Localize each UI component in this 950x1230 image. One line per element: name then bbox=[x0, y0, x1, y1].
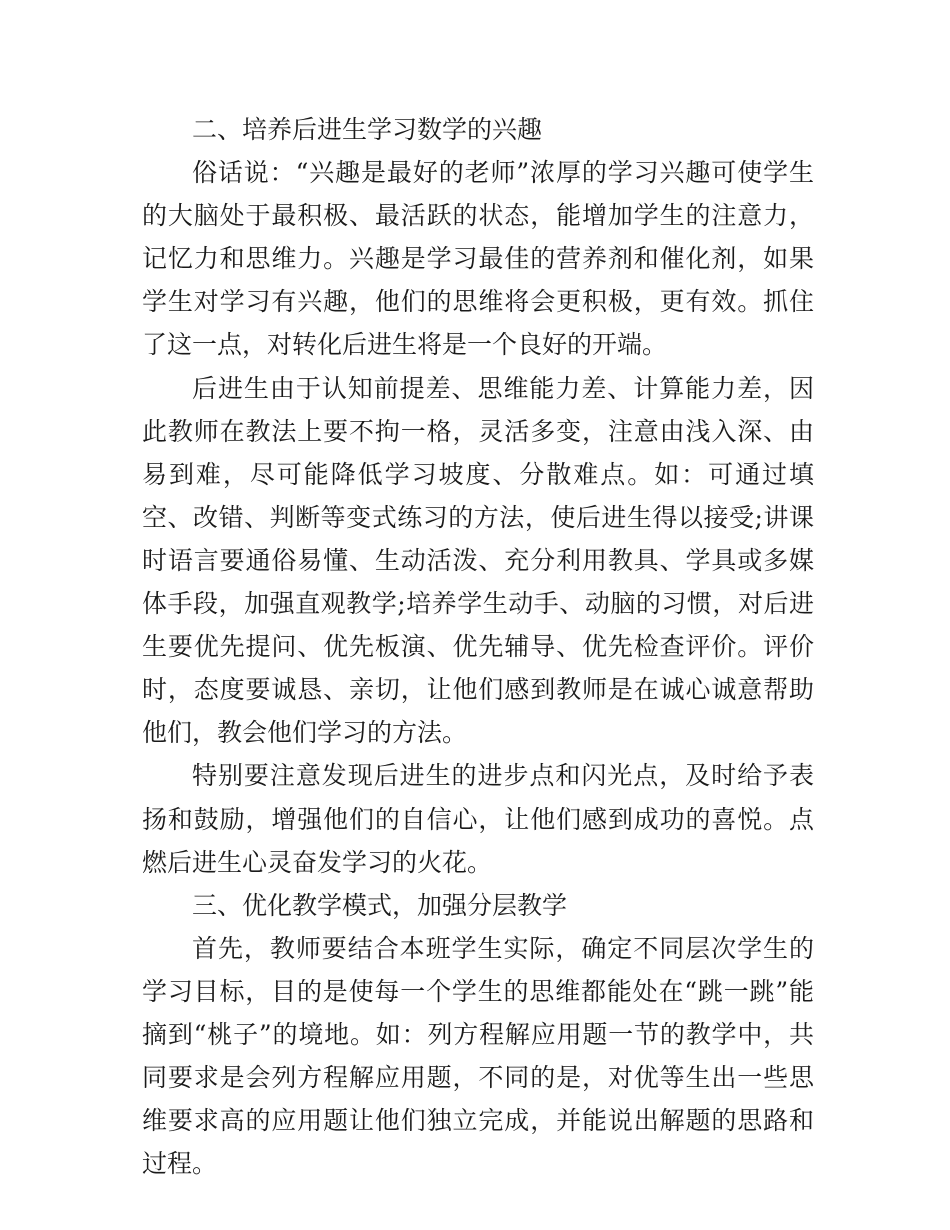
section-heading-3: 三、优化教学模式，加强分层教学 bbox=[192, 890, 568, 920]
document-body bbox=[142, 108, 814, 1185]
section-heading-2: 二、培养后进生学习数学的兴趣 bbox=[192, 115, 543, 144]
paragraph: 首先，教师要结合本班学生实际，确定不同层次学生的学习目标，目的是使每一个学生的思维都能处在“跳一跳”能摘到“桃子”的境地。如：列方程解应用题一节的教学中，共同要求是会列方程解应用题，不同的是，对优等生出一些思维要求高的应用题让他们独立完成，并能说出解题的思路和过程。 bbox=[142, 933, 814, 1179]
paragraph: 特别要注意发现后进生的进步点和闪光点，及时给予表扬和鼓励，增强他们的自信心，让他们感到成功的喜悦。点燃后进生心灵奋发学习的火花。 bbox=[142, 761, 814, 877]
paragraph: 俗话说：“兴趣是最好的老师”浓厚的学习兴趣可使学生的大脑处于最积极、最活跃的状态，能增加学生的注意力，记忆力和思维力。兴趣是学习最佳的营养剂和催化剂，如果学生对学习有兴趣，他们的思维将会更积极，更有效。抓住了这一点，对转化后进生将是一个良好的开端。 bbox=[142, 158, 814, 360]
paragraph: 后进生由于认知前提差、思维能力差、计算能力差，因此教师在教法上要不拘一格，灵活多变，注意由浅入深、由易到难，尽可能降低学习坡度、分散难点。如：可通过填空、改错、判断等变式练习的方法，使后进生得以接受;讲课时语言要通俗易懂、生动活泼、充分利用教具、学具或多媒体手段，加强直观教学;培养学生动手、动脑的习惯，对后进生要优先提问、优先板演、优先辅导、优先检查评价。评价时，态度要诚恳、亲切，让他们感到教师是在诚心诚意帮助他们，教会他们学习的方法。 bbox=[142, 373, 814, 748]
